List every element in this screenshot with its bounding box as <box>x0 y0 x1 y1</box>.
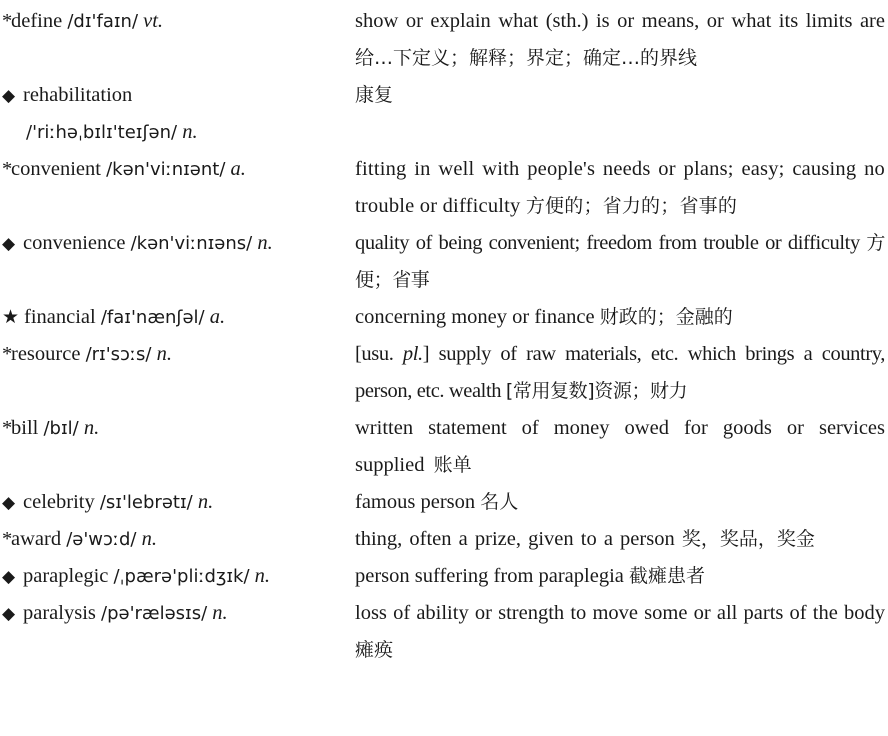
part-of-speech: a. <box>230 158 246 180</box>
phonetic: /kən'viːnɪənt/ <box>106 159 226 180</box>
definition-block <box>355 521 885 558</box>
glossary-entry-rehabilitation <box>2 77 886 151</box>
phonetic: /'riːhəˌbɪlɪ'teɪʃən/ <box>26 122 178 143</box>
definition-block <box>355 410 885 484</box>
translation: 奖，奖品，奖金 <box>681 528 815 550</box>
headword: paraplegic <box>23 565 109 587</box>
phonetic: /pə'ræləsɪs/ <box>101 603 208 624</box>
phonetic: /bɪl/ <box>43 418 79 439</box>
headword-block <box>2 77 347 151</box>
translation: 给…下定义；解释；界定；确定…的界线 <box>355 47 698 69</box>
phonetic: /rɪ'sɔːs/ <box>85 344 152 365</box>
translation: 账单 <box>433 454 472 476</box>
vocabulary-glossary <box>2 3 886 669</box>
phonetic: /dɪ'faɪn/ <box>67 11 139 32</box>
part-of-speech: n. <box>83 417 100 439</box>
translation: 方便；省事 <box>355 232 885 291</box>
part-of-speech: n. <box>141 528 157 550</box>
definition: written statement of money owed for goods or services supplied <box>355 417 885 476</box>
headword-block <box>2 151 347 188</box>
definition: famous person <box>355 491 476 513</box>
headword: resource <box>11 343 81 365</box>
definition-block <box>355 77 885 151</box>
headword-block <box>2 410 347 447</box>
headword-block <box>2 521 347 558</box>
part-of-speech: vt. <box>143 10 164 32</box>
part-of-speech: n. <box>212 602 228 624</box>
headword-block <box>2 3 347 40</box>
translation: 康复 <box>355 84 394 106</box>
part-of-speech: n. <box>254 565 271 587</box>
definition-block <box>355 336 885 410</box>
glossary-entry-convenience <box>2 225 886 299</box>
headword: award <box>11 528 62 550</box>
asterisk-marker: * <box>2 158 13 180</box>
asterisk-marker: * <box>2 417 13 439</box>
definition-block <box>355 225 885 299</box>
headword-block <box>2 299 347 336</box>
diamond-marker-icon: ◆ <box>2 493 16 512</box>
asterisk-marker: * <box>2 528 13 550</box>
definition-block <box>355 151 885 225</box>
asterisk-marker: * <box>2 10 13 32</box>
part-of-speech: n. <box>156 343 172 365</box>
phonetic: /sɪ'lebrətɪ/ <box>99 492 193 513</box>
glossary-entry-convenient <box>2 151 886 225</box>
diamond-marker-icon: ◆ <box>2 567 16 586</box>
phonetic: /kən'viːnɪəns/ <box>130 233 253 254</box>
definition-block <box>355 595 885 669</box>
headword-block <box>2 595 347 632</box>
headword-block <box>2 484 347 521</box>
definition: concerning money or finance <box>355 306 595 328</box>
star-marker-icon: ★ <box>2 307 20 328</box>
phonetic: /ˌpærə'pliːdʒɪk/ <box>113 566 250 587</box>
definition-prefix: [usu. <box>355 343 394 365</box>
translation: 名人 <box>480 491 519 513</box>
glossary-entry-define <box>2 3 886 77</box>
definition: ] supply of raw materials, etc. which brings a country, person, etc. wealth <box>355 343 885 402</box>
phonetic: /faɪ'nænʃəl/ <box>100 307 205 328</box>
part-of-speech: n. <box>197 491 214 513</box>
definition-italic: pl. <box>402 343 423 365</box>
definition-block <box>355 3 885 77</box>
headword: bill <box>11 417 39 439</box>
headword: convenient <box>11 158 101 180</box>
headword: celebrity <box>23 491 95 513</box>
translation: 截瘫患者 <box>629 565 706 587</box>
headword-block <box>2 558 347 595</box>
diamond-marker-icon: ◆ <box>2 86 16 105</box>
phonetic: /ə'wɔːd/ <box>66 529 137 550</box>
glossary-entry-paralysis <box>2 595 886 669</box>
headword-block <box>2 336 347 373</box>
translation: 财政的；金融的 <box>599 306 733 328</box>
diamond-marker-icon: ◆ <box>2 604 16 623</box>
part-of-speech: n. <box>257 232 273 254</box>
headword: define <box>11 10 63 32</box>
translation: 瘫痪 <box>355 639 394 661</box>
definition: quality of being convenient; freedom from trouble or difficulty <box>355 232 860 254</box>
glossary-entry-paraplegic <box>2 558 886 595</box>
definition: thing, often a prize, given to a person <box>355 528 675 550</box>
glossary-entry-bill <box>2 410 886 484</box>
part-of-speech: n. <box>182 121 198 143</box>
part-of-speech: a. <box>209 306 226 328</box>
headword: convenience <box>23 232 126 254</box>
definition: fitting in well with people's needs or plans; easy; causing no trouble or difficulty <box>355 158 885 217</box>
glossary-entry-award <box>2 521 886 558</box>
definition-block <box>355 484 885 521</box>
glossary-entry-celebrity <box>2 484 886 521</box>
headword: paralysis <box>23 602 96 624</box>
definition-block <box>355 558 885 595</box>
glossary-entry-financial <box>2 299 886 336</box>
definition: loss of ability or strength to move some or all parts of the body <box>355 602 885 624</box>
glossary-entry-resource <box>2 336 886 410</box>
diamond-marker-icon: ◆ <box>2 234 16 253</box>
definition-block <box>355 299 885 336</box>
headword: financial <box>24 306 96 328</box>
asterisk-marker: * <box>2 343 13 365</box>
definition: person suffering from paraplegia <box>355 565 624 587</box>
translation: [常用复数]资源；财力 <box>505 380 688 402</box>
translation: 方便的；省力的；省事的 <box>525 195 738 217</box>
headword: rehabilitation <box>23 84 133 106</box>
definition: show or explain what (sth.) is or means, or what its limits are <box>355 10 885 32</box>
headword-block <box>2 225 347 262</box>
